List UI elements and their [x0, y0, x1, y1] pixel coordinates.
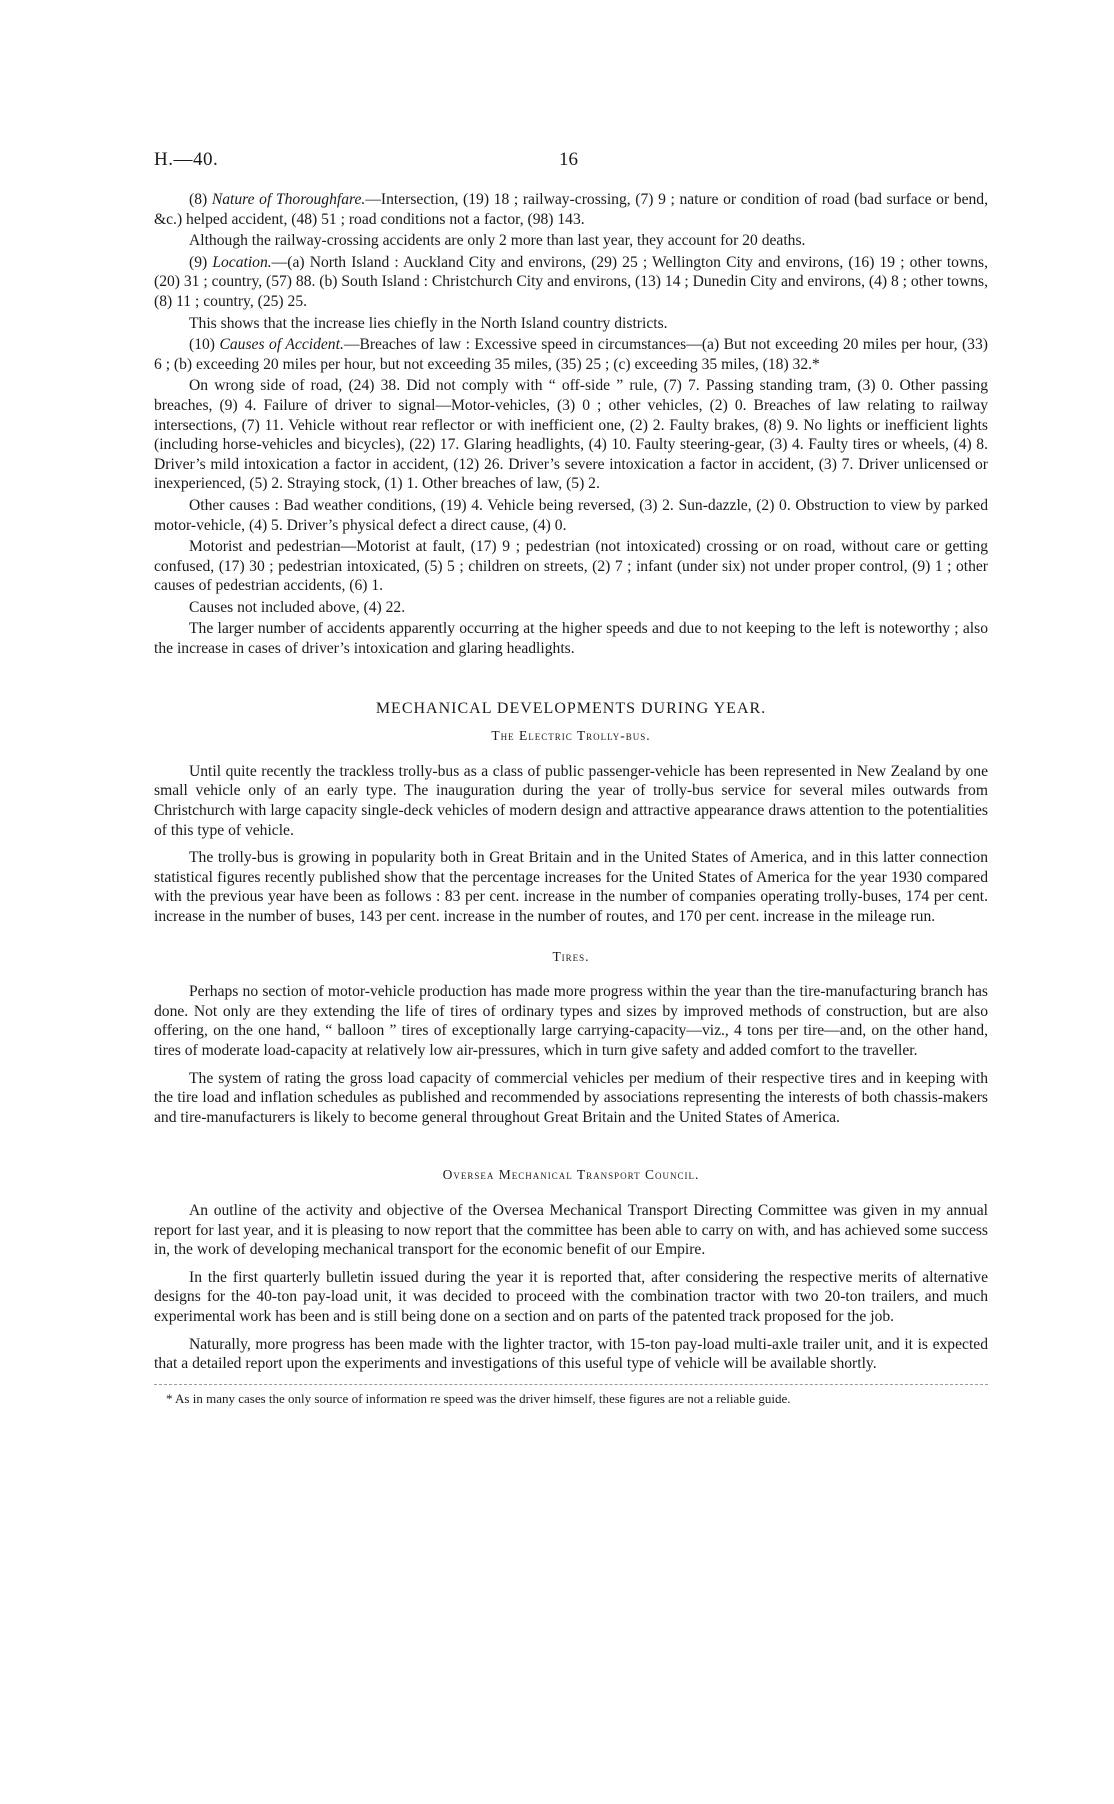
- thoroughfare-paragraph: (8) Nature of Thoroughfare.—Intersection, (19) 18 ; railway-crossing, (7) 9 ; nature or condition of road (bad surface or bend, &c.) helped accident, (48) 51 ; road conditions not a factor, (98) 143.: [154, 191, 988, 228]
- footnote-divider: [154, 1384, 988, 1385]
- trolly-bus-paragraph-2: The trolly-bus is growing in popularity both in Great Britain and in the United States of America, and in this latter connection statistical figures recently published show that the percentage increases for the United States of America for the year 1930 compared with the previous year have been as follows : 83 per cent. increase in the number of companies operating trolly-buses, 174 per cent. increase in the number of buses, 143 per cent. increase in the number of routes, and 170 per cent. increase in the mileage run.: [154, 849, 988, 925]
- section-title: MECHANICAL DEVELOPMENTS DURING YEAR.: [375, 699, 767, 717]
- document-page: [154, 150, 988, 1407]
- tires-heading: Tires.: [552, 948, 590, 964]
- oversea-paragraph-2: In the first quarterly bulletin issued during the year it is reported that, after considering the respective merits of alternative designs for the 40-ton pay-load unit, it was decided to proceed with the combination tractor with two 20-ton trailers, and much experimental work has been and is still being done on a section and on parts of the patented track proposed for the job.: [154, 1268, 988, 1325]
- pedestrian-paragraph: Motorist and pedestrian—Motorist at fault, (17) 9 ; pedestrian (not intoxicated) crossing or on road, without care or getting confused, (17) 30 ; pedestrian intoxicated, (5) 5 ; children on streets, (2) 7 ; infant (under six) not under proper control, (9) 1 ; other causes of pedestrian accidents, (6) 1.: [154, 538, 988, 595]
- footnote: * As in many cases the only source of information re speed was the driver himself, these figures are not a reliable guide.: [166, 1390, 791, 1406]
- causes-not-included: Causes not included above, (4) 22.: [189, 598, 406, 616]
- railway-note: Although the railway-crossing accidents are only 2 more than last year, they account for 20 deaths.: [189, 232, 806, 250]
- oversea-paragraph-1: An outline of the activity and objective of the Oversea Mechanical Transport Directing Committee was given in my annual report for last year, and it is pleasing to now report that the committee has been able to carry on with, and has achieved some success in, the work of developing mechanical transport for the economic benefit of our Empire.: [154, 1201, 988, 1259]
- causes-paragraph: (10) Causes of Accident.—Breaches of law : Excessive speed in circumstances—(a) But not exceeding 20 miles per hour, (33) 6 ; (b) exceeding 20 miles per hour, but not exceeding 35 miles, (35) 25 ; (c) exceeding 35 miles, (18) 32.*: [154, 336, 988, 373]
- report-reference: H.—40.: [154, 149, 219, 170]
- summary-paragraph: The larger number of accidents apparently occurring at the higher speeds and due to not keeping to the left is noteworthy ; also the increase in cases of driver’s intoxication and glaring headlights.: [154, 620, 988, 658]
- location-paragraph: (9) Location.—(a) North Island : Auckland City and environs, (29) 25 ; Wellington City and environs, (16) 19 ; other towns, (20) 31 ; country, (57) 88. (b) South Island : Christchurch City and environs, (13) 14 ; Dunedin City and environs, (4) 8 ; other towns, (8) 11 ; country, (25) 25.: [154, 253, 988, 310]
- page-number: 16: [559, 149, 578, 170]
- other-causes-paragraph: Other causes : Bad weather conditions, (19) 4. Vehicle being reversed, (3) 2. Sun-dazzle, (2) 0. Obstruction to view by parked motor-vehicle, (4) 5. Driver’s physical defect a direct cause, (4) 0.: [154, 496, 988, 534]
- location-note: This shows that the increase lies chiefly in the North Island country districts.: [189, 314, 668, 332]
- tires-paragraph-1: Perhaps no section of motor-vehicle production has made more progress within the year than the tire-manufacturing branch has done. Not only are they extending the life of tires of ordinary types and sizes by improved methods of construction, but are also offering, on the one hand, “ balloon ” tires of exceptionally large carrying-capacity—viz., 4 tons per tire—and, on the other hand, tires of moderate load-capacity at relatively low air-pressures, which in turn give safety and added comfort to the traveller.: [154, 983, 988, 1059]
- page-header: [154, 150, 988, 190]
- trolly-bus-heading: The Electric Trolly-bus.: [491, 728, 651, 744]
- tires-paragraph-2: The system of rating the gross load capacity of commercial vehicles per medium of their respective tires and in keeping with the tire load and inflation schedules as published and recommended by associations representing the interests of both chassis-makers and tire-manufacturers is likely to become general throughout Great Britain and the United States of America.: [154, 1069, 988, 1126]
- accident-statistics: [154, 190, 988, 659]
- breaches-paragraph: On wrong side of road, (24) 38. Did not comply with “ off-side ” rule, (7) 7. Passing standing tram, (3) 0. Other passing breaches, (9) 4. Failure of driver to signal—Motor-vehicles, (3) 0 ; other vehicles, (2) 0. Breaches of law relating to railway intersections, (7) 11. Vehicle without rear reflector or with inefficient one, (2) 2. Faulty brakes, (8) 9. No lights or inefficient lights (including horse-vehicles and bicycles), (22) 17. Glaring headlights, (4) 10. Faulty steering-gear, (3) 4. Faulty tires or wheels, (4) 8. Driver’s mild intoxication a factor in accident, (12) 26. Driver’s severe intoxication a factor in accident, (3) 7. Driver unlicensed or inexperienced, (5) 2. Straying stock, (1) 1. Other breaches of law, (5) 2.: [154, 377, 988, 493]
- oversea-council-heading: Oversea Mechanical Transport Council.: [442, 1167, 700, 1183]
- oversea-paragraph-3: Naturally, more progress has been made with the lighter tractor, with 15-ton pay-load multi-axle trailer unit, and it is expected that a detailed report upon the experiments and investigations of this useful type of vehicle will be available shortly.: [154, 1335, 988, 1373]
- trolly-bus-paragraph-1: Until quite recently the trackless trolly-bus as a class of public passenger-vehicle has been represented in New Zealand by one small vehicle only of an early type. The inauguration during the year of trolly-bus service for several miles outwards from Christchurch with large capacity single-deck vehicles of modern design and attractive appearance draws attention to the potentialities of this type of vehicle.: [154, 762, 988, 839]
